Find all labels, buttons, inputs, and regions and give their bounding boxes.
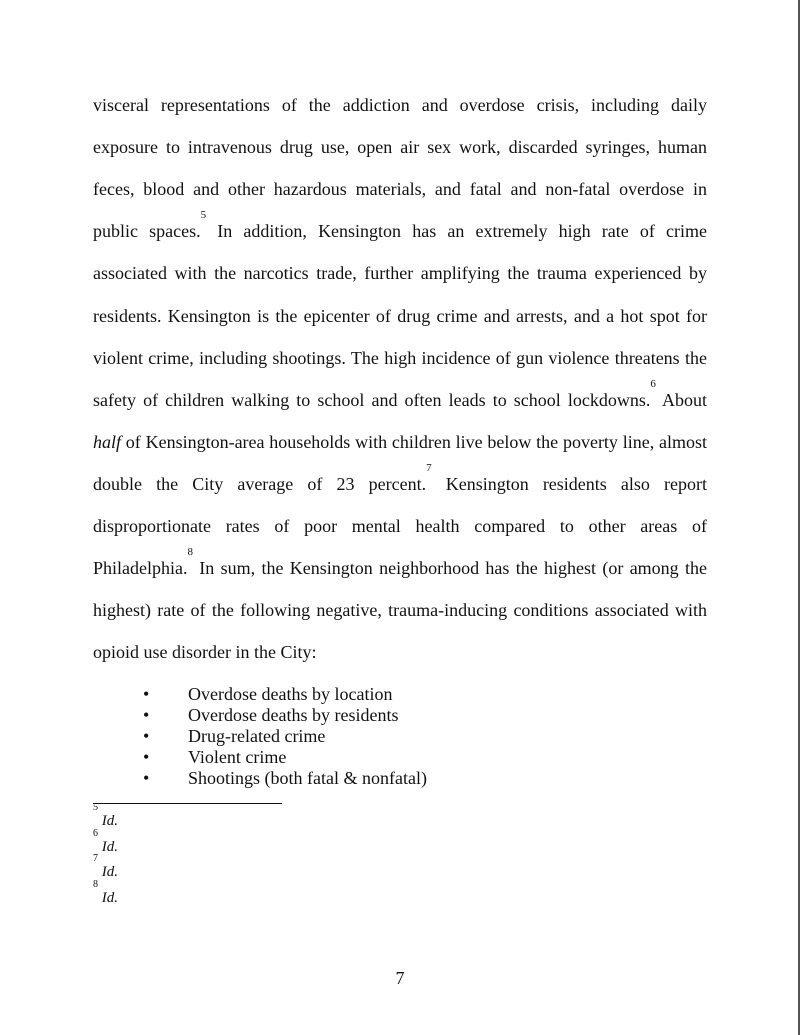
text-run: opioid use disorder in the City: xyxy=(93,642,317,663)
footnote-separator xyxy=(93,803,282,804)
text-run: About xyxy=(655,389,707,410)
list-item-text: Overdose deaths by residents xyxy=(188,705,399,725)
footnote-number: 6 xyxy=(93,827,98,839)
footnote-ref: 7 xyxy=(426,461,432,474)
text-run: feces, blood and other hazardous materials, and fatal and non-fatal overdose in xyxy=(93,179,707,200)
list-item-text: Overdose deaths by location xyxy=(188,684,393,704)
text-run: disproportionate rates of poor mental health compared to other areas of xyxy=(93,516,707,536)
body-line xyxy=(93,347,707,369)
text-run: Philadelphia. xyxy=(93,558,188,579)
bullet-icon: • xyxy=(143,684,150,704)
text-run: public spaces. xyxy=(93,221,201,242)
body-line xyxy=(93,305,707,327)
text-run: half xyxy=(93,431,122,452)
text-run: violent crime, including shootings. The high incidence of gun violence threatens the xyxy=(93,347,707,368)
footnote-ref: 8 xyxy=(187,546,193,559)
bullet-icon: • xyxy=(143,768,150,788)
body-line xyxy=(93,94,707,116)
footnote-number: 7 xyxy=(93,853,98,864)
text-run: In sum, the Kensington neighborhood has the highest (or among the xyxy=(192,558,707,579)
text-run: safety of children walking to school and often leads to school lockdowns. xyxy=(93,389,651,410)
body-line xyxy=(93,377,707,411)
body-line xyxy=(93,209,708,242)
bullet-icon: • xyxy=(143,705,150,725)
text-run: visceral representations of the addiction and overdose crisis, including daily xyxy=(93,95,707,115)
list-item-text: Drug-related crime xyxy=(188,726,326,746)
body-line xyxy=(93,178,707,200)
bullet-icon: • xyxy=(143,747,150,767)
footnote-text: Id. xyxy=(101,864,118,880)
footnote-ref: 5 xyxy=(200,209,207,222)
body-line xyxy=(93,461,708,495)
body-line xyxy=(93,262,707,284)
footnote-ref: 6 xyxy=(650,377,656,390)
body-line xyxy=(93,136,707,158)
footnote xyxy=(93,878,118,907)
page-number: 7 xyxy=(395,968,405,988)
footnote-text: Id. xyxy=(101,813,118,829)
body-line xyxy=(93,546,707,579)
body-line xyxy=(93,431,707,453)
body-line xyxy=(93,515,707,537)
text-run: In addition, Kensington has an extremely high rate of crime xyxy=(206,221,708,242)
text-run: double the City average of 23 percent. xyxy=(93,473,427,494)
text-run: of Kensington-area households with children live below the poverty line, almost xyxy=(121,431,707,452)
body-line xyxy=(93,641,707,663)
body-line xyxy=(93,599,707,621)
text-run: residents. Kensington is the epicenter of drug crime and arrests, and a hot spot for xyxy=(93,305,707,326)
footnote-text: Id. xyxy=(101,889,118,906)
bullet-icon: • xyxy=(143,726,150,746)
list-item-text: Violent crime xyxy=(188,747,287,767)
footnote-text: Id. xyxy=(101,838,118,855)
text-run: associated with the narcotics trade, further amplifying the trauma experienced by xyxy=(93,263,707,284)
text-run: exposure to intravenous drug use, open air sex work, discarded syringes, human xyxy=(93,137,707,158)
text-run: Kensington residents also report xyxy=(431,473,708,494)
list-item-text: Shootings (both fatal & nonfatal) xyxy=(188,768,427,788)
footnote-number: 5 xyxy=(93,802,98,813)
text-run: highest) rate of the following negative, trauma-inducing conditions associated with xyxy=(93,600,707,621)
footnote-number: 8 xyxy=(93,878,98,890)
